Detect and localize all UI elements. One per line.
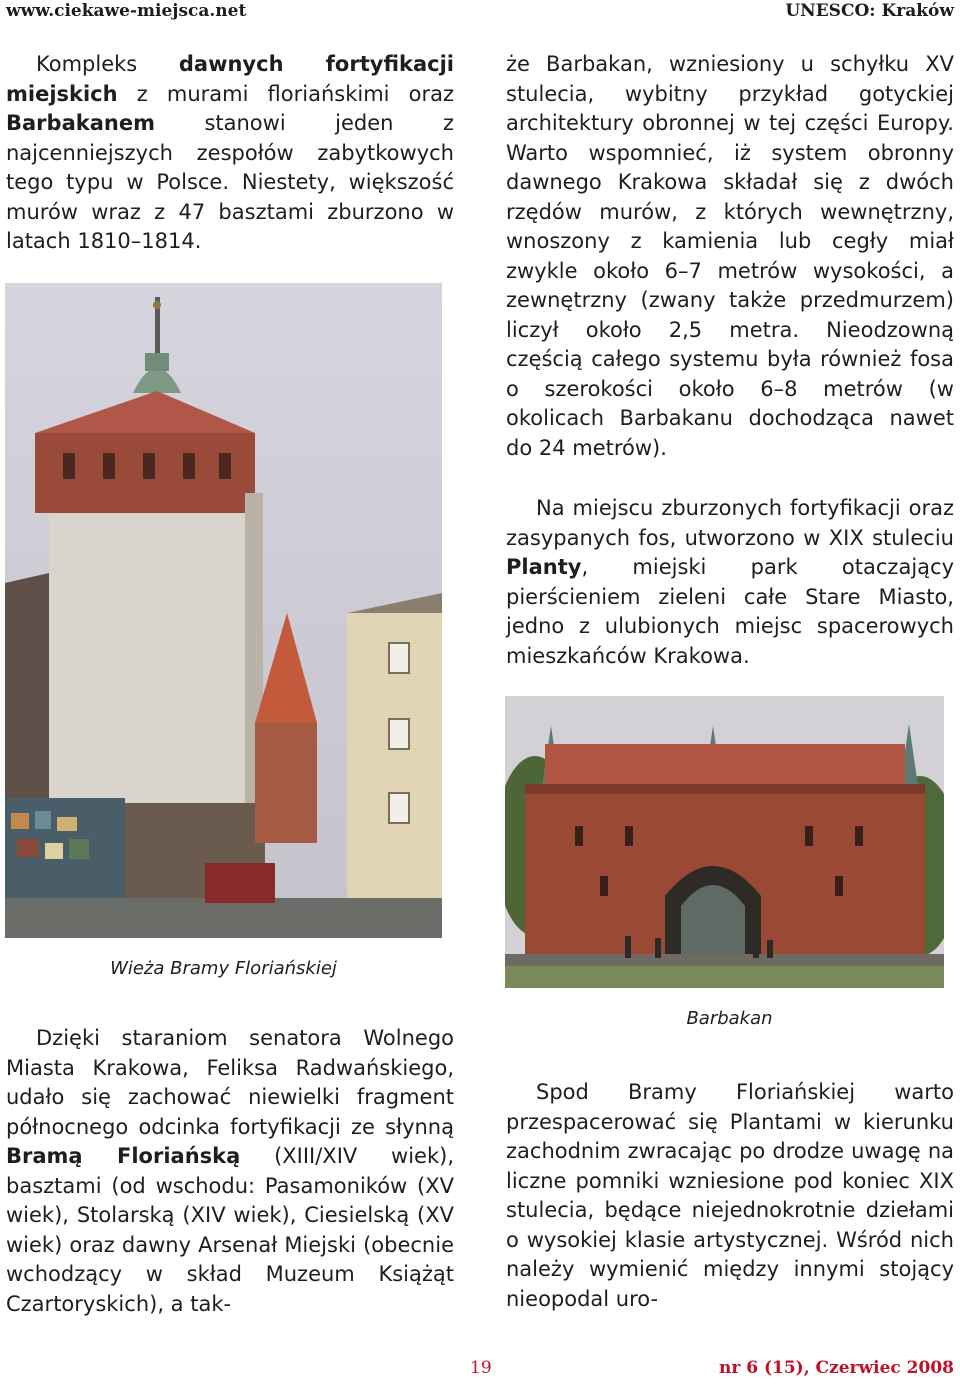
site-url[interactable]: www.ciekawe-miejsca.net xyxy=(6,1,247,21)
fort-bold-gate: Bramą Floriańską xyxy=(6,1144,241,1168)
intro-prefix: Kompleks xyxy=(36,52,179,76)
barbakan-illustration xyxy=(505,696,944,988)
planty-paragraph xyxy=(506,494,954,671)
planty-walk-paragraph xyxy=(506,1078,954,1314)
fortification-paragraph xyxy=(6,1024,454,1319)
intro-paragraph xyxy=(6,50,454,257)
photo-florian-gate-tower xyxy=(5,283,442,938)
section-title: UNESCO: Kraków xyxy=(785,1,954,21)
intro-mid: z murami floriańskimi oraz xyxy=(117,81,454,106)
issue-info: nr 6 (15), Czerwiec 2008 xyxy=(718,1358,954,1378)
intro-suffix: stanowi jeden z najcenniejszych zespołów zabytkowych tego typu w Polsce. Niestety, większość murów wraz z 47 basztami zburzono w latach 1810–1814. xyxy=(6,111,454,253)
barbakan-text: że Barbakan, wzniesiony u schyłku XV stulecia, wybitny przykład gotyckiej architektury obronnej w tej części Europy. Warto wspomnieć, iż system obronny dawnego Krakowa składał się z dwóch rzędów murów, z których wewnętrzny, wnoszony z kamienia lub cegły miał zwykle około 6–7 metrów wysokości, a zewnętrzny (zwany także przedmurzem) liczył około 2,5 metra. Nieodzowną częścią całego systemu była również fosa o szerokości około 6–8 metrów (w okolicach Barbakanu dochodząca nawet do 24 metrów). xyxy=(506,52,954,460)
barbakan-paragraph xyxy=(506,50,954,463)
intro-bold-fortifications: dawnych fortyfikacji miejskich xyxy=(6,52,454,106)
planty-suffix: , miejski park otaczający pierścieniem zieleni całe Stare Miasto, jedno z ulubionych miejsc spacerowych mieszkańców Krakowa. xyxy=(506,555,954,668)
planty-walk-text: Spod Bramy Floriańskiej warto przespacerować się Plantami w kierunku zachodnim zwracając po drodze uwagę na liczne pomniki wzniesione pod koniec XIX stulecia, będące niejednokrotnie dziełami o wysokiej klasie artystycznej. Wśród nich należy wymienić między innymi stojący nieopodal uro- xyxy=(506,1080,954,1311)
fort-suffix: (XIII/XIV wiek), basztami (od wschodu: Pasamoników (XV wiek), Stolarską (XIV wiek), Ciesielską (XV wiek) oraz dawny Arsenał Miejski (obecnie wchodzący w skład Muzeum Książąt Czartoryskich), a tak- xyxy=(6,1144,454,1316)
intro-bold-barbakan: Barbakanem xyxy=(6,111,155,135)
page-header xyxy=(0,0,960,26)
photo-barbakan xyxy=(505,696,944,988)
tower-illustration xyxy=(5,283,442,938)
caption-barbakan: Barbakan xyxy=(686,1008,773,1029)
fort-prefix: Dzięki staraniom senatora Wolnego Miasta Krakowa, Feliksa Radwańskiego, udało się zachować niewielki fragment północnego odcinka fortyfikacji ze słynną xyxy=(6,1026,454,1139)
page-number: 19 xyxy=(470,1358,492,1378)
caption-tower: Wieża Bramy Floriańskiej xyxy=(110,958,337,979)
planty-bold: Planty xyxy=(506,555,582,579)
planty-prefix: Na miejscu zburzonych fortyfikacji oraz zasypanych fos, utworzono w XIX stuleciu xyxy=(506,496,954,550)
